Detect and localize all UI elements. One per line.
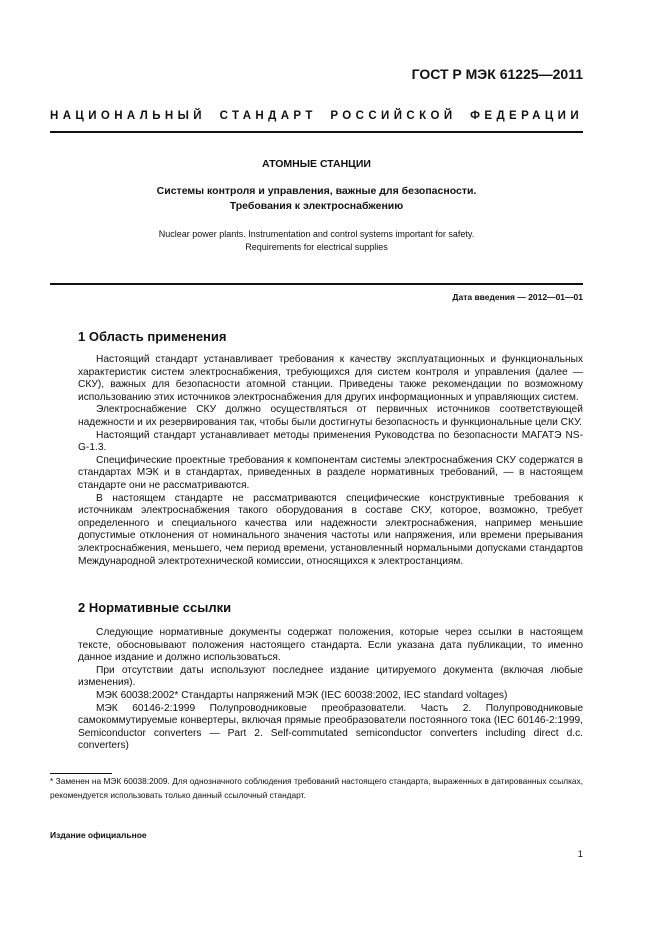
introduction-date: Дата введения — 2012—01—01 xyxy=(452,292,583,302)
document-title: АТОМНЫЕ СТАНЦИИ xyxy=(262,158,371,170)
section-1-body xyxy=(78,354,583,568)
reference-iec-60146-2: МЭК 60146-2:1999 Полупроводниковые преобразователи. Часть 2. Полупроводниковые самокоммутируемые конвертеры, включая прямые преобразователи постоянного тока (IEC 60146-2:1999, Semiconductor converters — Part 2. Self-commutated semiconductor converters including direct d.c. converters) xyxy=(78,702,583,752)
subtitle-line-1: Системы контроля и управления, важные для безопасности. xyxy=(156,185,477,197)
english-title-line-1: Nuclear power plants. Instrumentation and control systems important for safety. xyxy=(158,229,475,239)
english-title-line-2: Requirements for electrical supplies xyxy=(245,242,388,252)
reference-iec-60038: МЭК 60038:2002* Стандарты напряжений МЭК (IEC 60038:2002, IEC standard voltages) xyxy=(96,689,508,701)
national-standard-banner: НАЦИОНАЛЬНЫЙ СТАНДАРТ РОССИЙСКОЙ ФЕДЕРАЦИИ xyxy=(50,110,583,122)
section-1-paragraph: В настоящем стандарте не рассматриваются специфические конструктивные требования к источникам электроснабжения такого оборудования в составе СКУ, которое, возможно, требует определенного и специального качества или надежности электроснабжения, например меньшие допустимые отклонения от номинального значения частоты или напряжения, или времени прерывания электроснабжения, меньшего, чем период времени, установленный нормальными допусками стандартов Международной электротехнической комиссии, относящихся к электростанциям. xyxy=(78,492,583,567)
document-subtitle xyxy=(50,184,583,214)
header-rule xyxy=(50,131,583,133)
section-1-paragraph: Настоящий стандарт устанавливает требования к качеству эксплуатационных и функциональных характеристик систем электроснабжения, требующихся для систем контроля и управления (далее — СКУ), важных для безопасности атомной станции. Приведены также рекомендации по возможному использованию этих источников электроснабжения для других информационных и управляющих систем. xyxy=(78,354,583,403)
section-2-paragraph: Следующие нормативные документы содержат положения, которые через ссылки в настоящем тексте, обосновывают положения настоящего стандарта. Если указана дата публикации, то именно данное издание и должно использоваться. xyxy=(78,627,583,664)
section-1-heading: 1 Область применения xyxy=(78,329,227,344)
title-rule xyxy=(50,283,583,285)
standard-code: ГОСТ Р МЭК 61225—2011 xyxy=(411,66,583,82)
section-1-paragraph: Настоящий стандарт устанавливает методы применения Руководства по безопасности МАГАТЭ NS-G-1.3. xyxy=(78,429,583,454)
section-2-paragraph: При отсутствии даты используют последнее издание цитируемого документа (включая любые изменения). xyxy=(78,664,583,689)
footnote: * Заменен на МЭК 60038:2009. Для однозначного соблюдения требований настоящего стандарта, выраженных в датированных ссылках, рекомендуется использовать только данный ссылочный стандарт. xyxy=(50,776,583,800)
footnote-rule xyxy=(50,773,112,774)
section-1-paragraph: Электроснабжение СКУ должно осуществляться от первичных источников соответствующей надежности и их резервирования так, чтобы были достигнуты безопасность и функциональные цели СКУ. xyxy=(78,404,583,428)
edition-label: Издание официальное xyxy=(50,830,147,840)
page-number: 1 xyxy=(577,849,583,860)
english-title xyxy=(50,228,583,254)
section-2-body xyxy=(78,627,583,753)
section-2-heading: 2 Нормативные ссылки xyxy=(78,600,232,615)
section-1-paragraph: Специфические проектные требования к компонентам системы электроснабжения СКУ содержатся в стандартах МЭК и в стандартах, приведенных в разделе нормативных требований, — в настоящем стандарте они не рассматриваются. xyxy=(78,454,583,491)
subtitle-line-2: Требования к электроснабжению xyxy=(229,200,404,212)
